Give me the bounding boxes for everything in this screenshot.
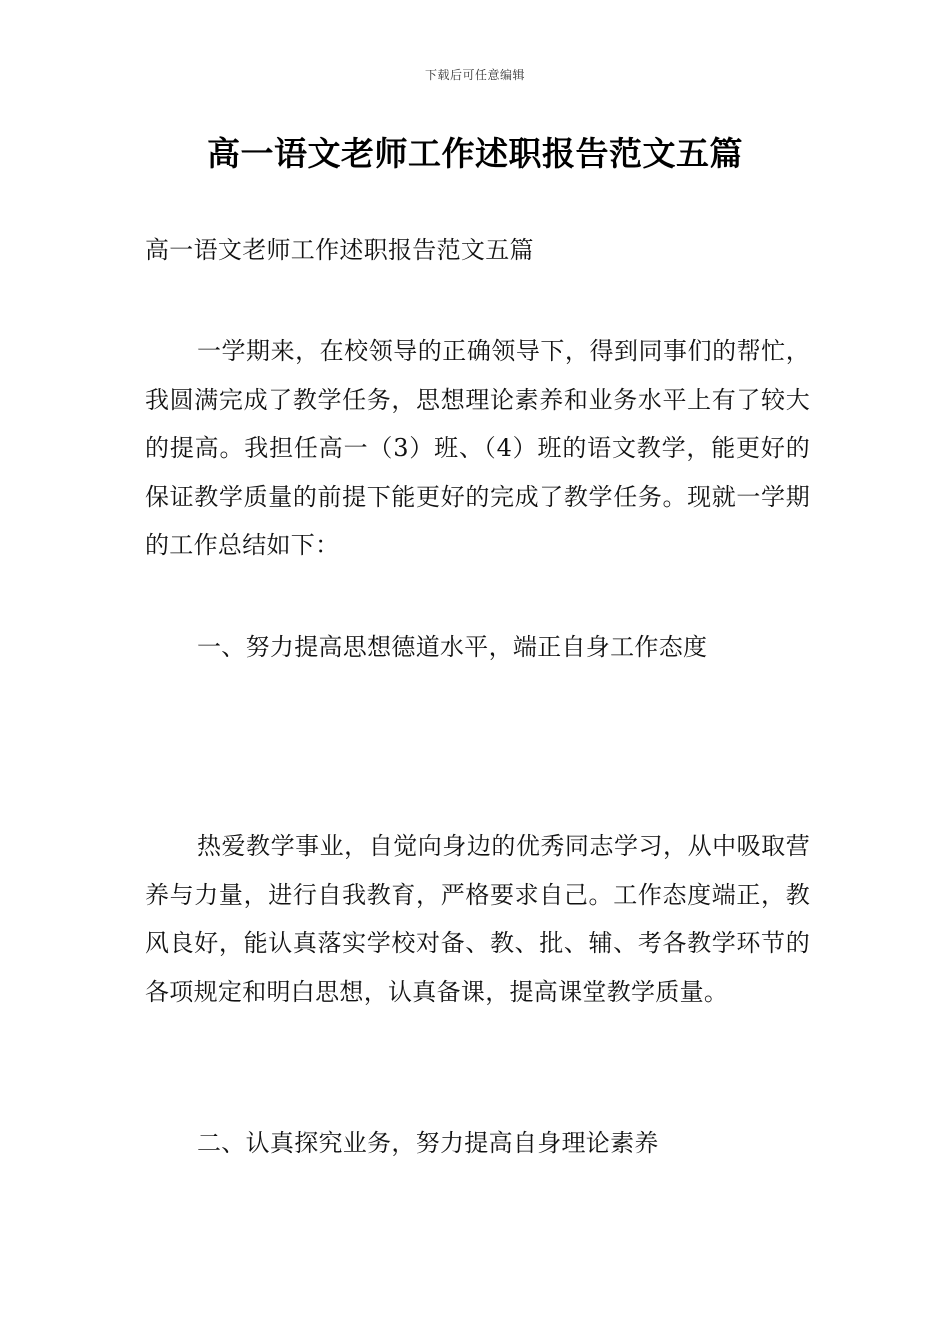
intro-paragraph: 一学期来，在校领导的正确领导下，得到同事们的帮忙，我圆满完成了教学任务，思想理论素养和业务水平上有了较大的提高。我担任高一（3）班、（4）班的语文教学，能更好的保证教学质量的前提下能更好的完成了教学任务。现就一学期的工作总结如下： (145, 337, 810, 559)
section-heading-1: 一、努力提高思想德道水平，端正自身工作态度 (197, 633, 708, 661)
section-heading-2: 二、认真探究业务，努力提高自身理论素养 (197, 1129, 659, 1157)
header-watermark: 下载后可任意编辑 (424, 68, 525, 82)
section-1-paragraph: 热爱教学事业，自觉向身边的优秀同志学习，从中吸取营养与力量，进行自我教育，严格要求自己。工作态度端正，教风良好，能认真落实学校对备、教、批、辅、考各教学环节的各项规定和明白思想，认真备课，提高课堂教学质量。 (145, 832, 810, 1006)
document-subtitle: 高一语文老师工作述职报告范文五篇 (145, 236, 534, 264)
document-title: 高一语文老师工作述职报告范文五篇 (207, 134, 743, 173)
